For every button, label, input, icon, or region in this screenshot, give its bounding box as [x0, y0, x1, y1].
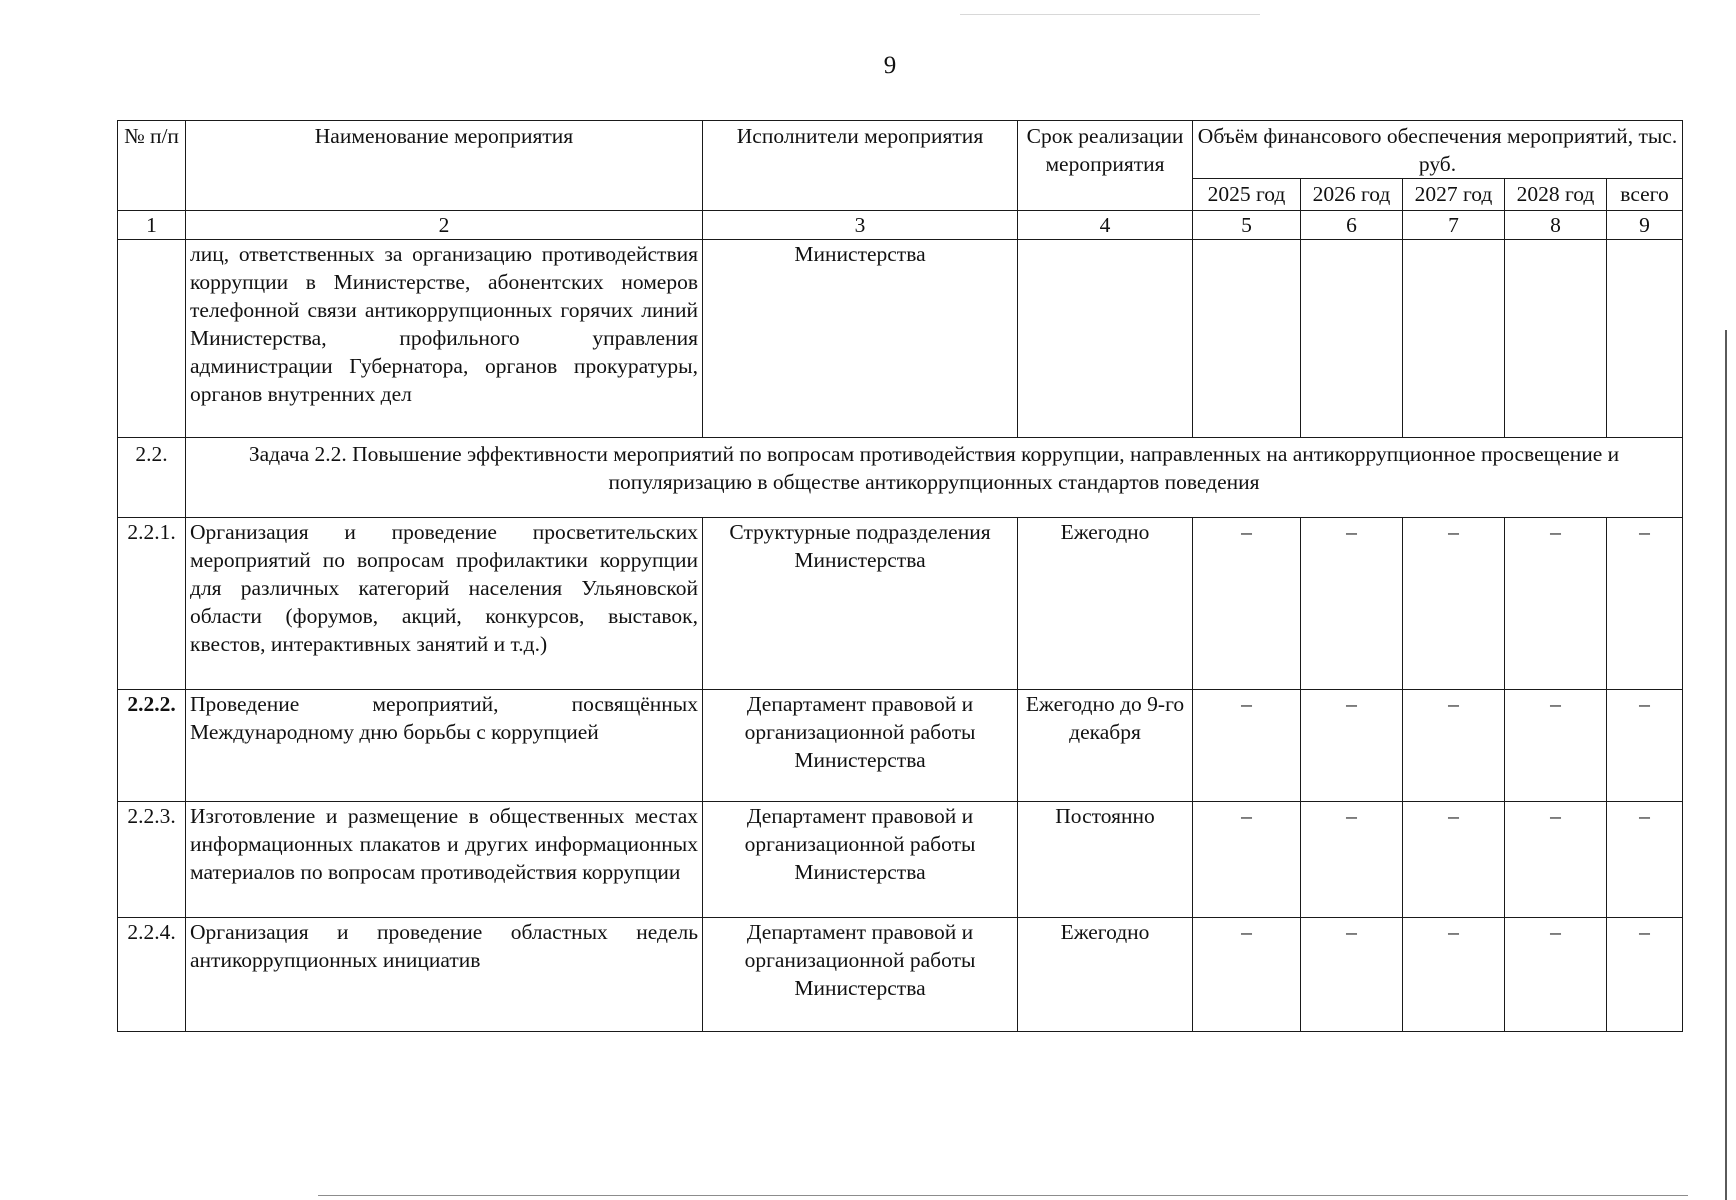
- row-num: 2.2.3.: [118, 802, 186, 918]
- column-number: 1: [118, 211, 186, 240]
- row-executor: Департамент правовой и организационной работы Министерства: [703, 918, 1018, 1032]
- header-num: № п/п: [118, 121, 186, 211]
- header-term: Срок реализации мероприятия: [1018, 121, 1193, 211]
- row-value: –: [1403, 802, 1505, 918]
- column-number: 9: [1607, 211, 1683, 240]
- row-executor: Министерства: [703, 240, 1018, 438]
- row-name: Изготовление и размещение в общественных местах информационных плакатов и других информационных материалов по вопросам противодействия коррупции: [186, 802, 703, 918]
- row-name: Проведение мероприятий, посвящённых Международному дню борьбы с коррупцией: [186, 690, 703, 802]
- task-text: Задача 2.2. Повышение эффективности мероприятий по вопросам противодействия коррупции, направленных на антикоррупционное просвещение и популяризацию в обществе антикоррупционных стандартов поведения: [186, 438, 1683, 518]
- row-value: –: [1607, 518, 1683, 690]
- column-numbers-row: [118, 211, 1683, 240]
- table-row: [118, 802, 1683, 918]
- header-year: 2028 год: [1505, 179, 1607, 211]
- row-num-empty: [118, 240, 186, 438]
- table-row-continuation: [118, 240, 1683, 438]
- row-value-empty: [1505, 240, 1607, 438]
- activities-table: [117, 120, 1683, 1032]
- row-value: –: [1301, 802, 1403, 918]
- column-number: 2: [186, 211, 703, 240]
- row-executor: Структурные подразделения Министерства: [703, 518, 1018, 690]
- row-term: Ежегодно: [1018, 918, 1193, 1032]
- task-row: [118, 438, 1683, 518]
- column-number: 5: [1193, 211, 1301, 240]
- row-value: –: [1607, 690, 1683, 802]
- scan-artifact-bottom: [318, 1195, 1688, 1196]
- header-funding: Объём финансового обеспечения мероприятий, тыс. руб.: [1193, 121, 1683, 179]
- header-executors: Исполнители мероприятия: [703, 121, 1018, 211]
- scan-artifact-top: [960, 14, 1260, 15]
- row-num: 2.2.2.: [118, 690, 186, 802]
- column-number: 3: [703, 211, 1018, 240]
- table-header-row: [118, 121, 1683, 179]
- row-name: Организация и проведение областных недель антикоррупционных инициатив: [186, 918, 703, 1032]
- row-num: 2.2.4.: [118, 918, 186, 1032]
- table-row: [118, 918, 1683, 1032]
- row-value: –: [1505, 802, 1607, 918]
- scan-artifact-right-edge: [1725, 330, 1727, 1200]
- column-number: 8: [1505, 211, 1607, 240]
- row-value-empty: [1301, 240, 1403, 438]
- row-value: –: [1505, 518, 1607, 690]
- table-row: [118, 690, 1683, 802]
- row-executor: Департамент правовой и организационной работы Министерства: [703, 802, 1018, 918]
- row-value-empty: [1193, 240, 1301, 438]
- row-value: –: [1193, 802, 1301, 918]
- column-number: 6: [1301, 211, 1403, 240]
- row-executor: Департамент правовой и организационной работы Министерства: [703, 690, 1018, 802]
- row-term: Постоянно: [1018, 802, 1193, 918]
- row-term: Ежегодно до 9-го декабря: [1018, 690, 1193, 802]
- header-year: 2025 год: [1193, 179, 1301, 211]
- row-value: –: [1607, 918, 1683, 1032]
- row-value: –: [1301, 918, 1403, 1032]
- column-number: 7: [1403, 211, 1505, 240]
- row-num: 2.2.1.: [118, 518, 186, 690]
- row-value: –: [1301, 690, 1403, 802]
- header-year-total: всего: [1607, 179, 1683, 211]
- row-term: Ежегодно: [1018, 518, 1193, 690]
- row-term-empty: [1018, 240, 1193, 438]
- row-value: –: [1193, 518, 1301, 690]
- row-value: –: [1403, 690, 1505, 802]
- table-row: [118, 518, 1683, 690]
- row-value: –: [1193, 918, 1301, 1032]
- header-year: 2027 год: [1403, 179, 1505, 211]
- row-name: Организация и проведение просветительских мероприятий по вопросам профилактики коррупции для различных категорий населения Ульяновской области (форумов, акций, конкурсов, выставок, квестов, интерактивных занятий и т.д.): [186, 518, 703, 690]
- row-value: –: [1301, 518, 1403, 690]
- row-value: –: [1505, 918, 1607, 1032]
- page-number: 9: [883, 52, 897, 79]
- header-name: Наименование мероприятия: [186, 121, 703, 211]
- row-value: –: [1403, 918, 1505, 1032]
- header-year: 2026 год: [1301, 179, 1403, 211]
- row-value: –: [1607, 802, 1683, 918]
- row-value: –: [1193, 690, 1301, 802]
- row-value-empty: [1403, 240, 1505, 438]
- row-value-empty: [1607, 240, 1683, 438]
- column-number: 4: [1018, 211, 1193, 240]
- row-name: лиц, ответственных за организацию противодействия коррупции в Министерстве, абонентских номеров телефонной связи антикоррупционных горячих линий Министерства, профильного управления администрации Губернатора, органов прокуратуры, органов внутренних дел: [186, 240, 703, 438]
- row-value: –: [1403, 518, 1505, 690]
- task-num: 2.2.: [118, 438, 186, 518]
- row-value: –: [1505, 690, 1607, 802]
